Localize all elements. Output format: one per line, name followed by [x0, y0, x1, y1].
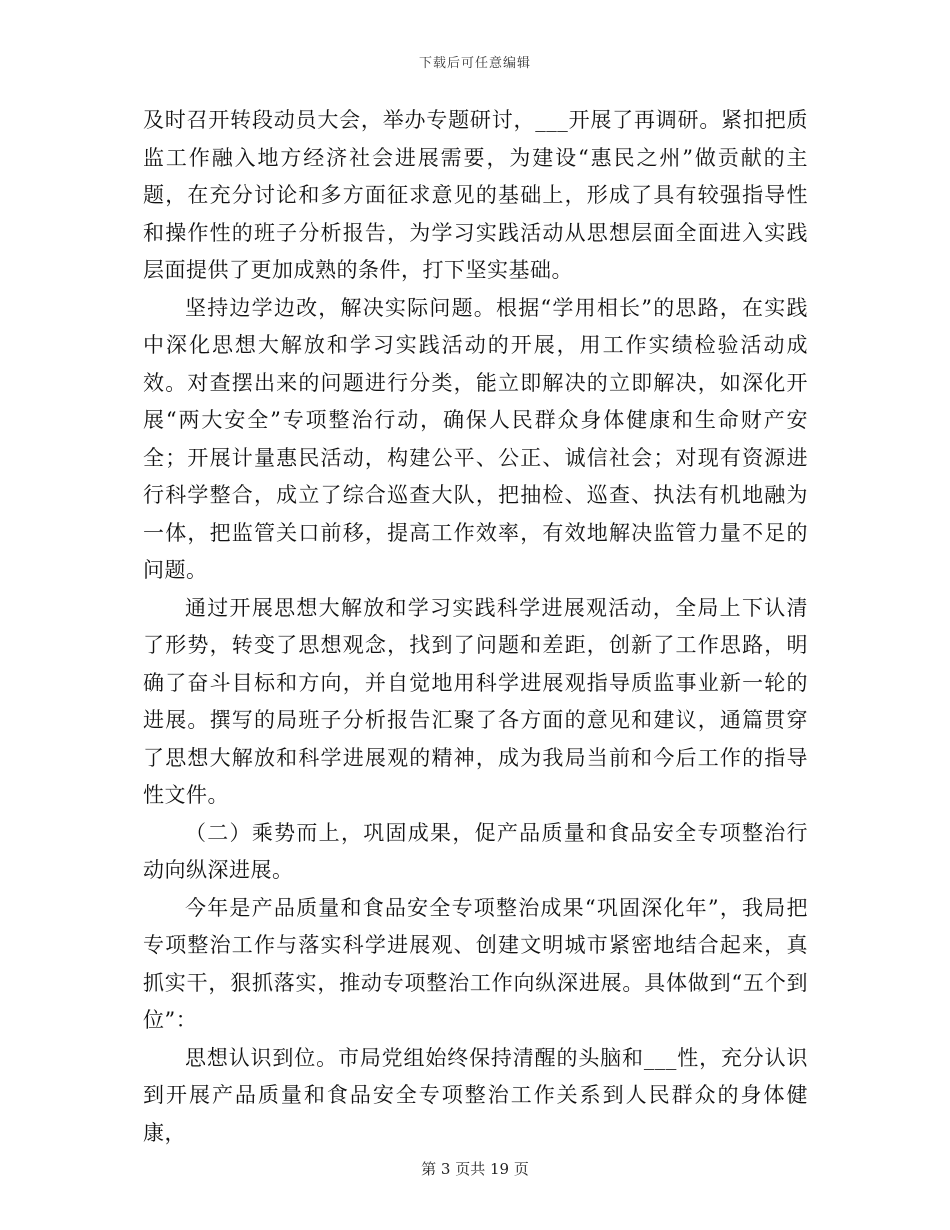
document-body: [143, 102, 808, 1152]
paragraph-3: 通过开展思想大解放和学习实践科学进展观活动，全局上下认清了形势，转变了思想观念，找到了问题和差距，创新了工作思路，明确了奋斗目标和方向，并自觉地用科学进展观指导质监事业新一轮的进展。撰写的局班子分析报告汇聚了各方面的意见和建议，通篇贯穿了思想大解放和科学进展观的精神，成为我局当前和今后工作的指导性文件。: [143, 595, 808, 807]
paragraph-4-section-heading: （二）乘势而上，巩固成果，促产品质量和食品安全专项整治行动向纵深进展。: [143, 820, 808, 882]
paragraph-5: 今年是产品质量和食品安全专项整治成果“巩固深化年”，我局把专项整治工作与落实科学进展观、创建文明城市紧密地结合起来，真抓实干，狠抓落实，推动专项整治工作向纵深进展。具体做到“五个到位”：: [143, 895, 808, 1032]
paragraph-1: 及时召开转段动员大会，举办专题研讨，___开展了再调研。紧扣把质监工作融入地方经济社会进展需要，为建设“惠民之州”做贡献的主题，在充分讨论和多方面征求意见的基础上，形成了具有较强指导性和操作性的班子分析报告，为学习实践活动从思想层面全面进入实践层面提供了更加成熟的条件，打下坚实基础。: [143, 108, 808, 282]
page-number-footer: 第 3 页共 19 页: [421, 1160, 529, 1178]
page-header: 下载后可任意编辑: [418, 56, 531, 71]
paragraph-2: 坚持边学边改，解决实际问题。根据“学用相长”的思路，在实践中深化思想大解放和学习实践活动的开展，用工作实绩检验活动成效。对查摆出来的问题进行分类，能立即解决的立即解决，如深化开展“两大安全”专项整治行动，确保人民群众身体健康和生命财产安全；开展计量惠民活动，构建公平、公正、诚信社会；对现有资源进行科学整合，成立了综合巡查大队，把抽检、巡查、执法有机地融为一体，把监管关口前移，提高工作效率，有效地解决监管力量不足的问题。: [143, 295, 808, 582]
paragraph-6: 思想认识到位。市局党组始终保持清醒的头脑和___性，充分认识到开展产品质量和食品安全专项整治工作关系到人民群众的身体健康，: [143, 1045, 808, 1145]
